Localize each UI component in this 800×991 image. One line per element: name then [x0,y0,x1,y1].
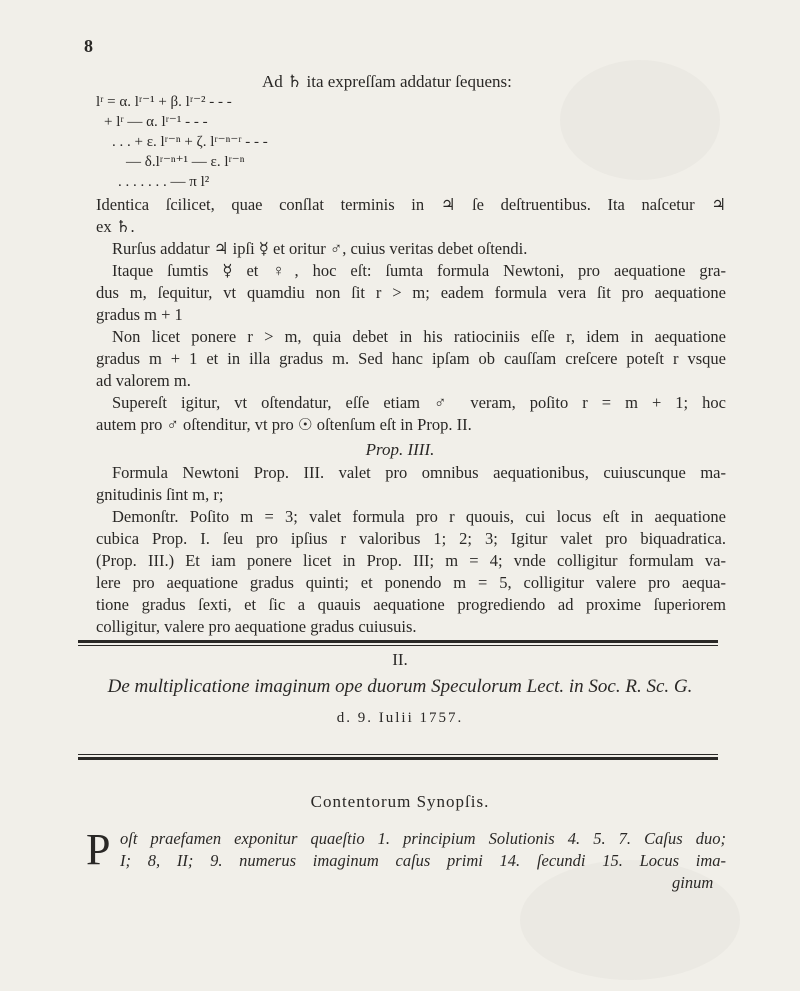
prop-line: lere pro aequatione gradus quinti; et ponendo m = 5, colligitur valere pro aequa- [96,573,726,592]
paper-stain [560,60,720,180]
contents-line: ginum [672,873,714,892]
body-line: gradus m + 1 [96,305,183,324]
drop-cap: P [86,825,111,874]
contents-line: oſt praefamen exponitur quaeſtio 1. principium Solutionis 4. 5. 7. Caſus duo; [120,829,726,848]
intro-lead: Ad ♄ ita expreſſam addatur ſequens: [262,72,512,91]
page-number: 8 [84,36,93,56]
body-line: Rurſus addatur ♃ ipſi ☿ et oritur ♂, cuius veritas debet oſtendi. [112,239,528,258]
body-line: dus m, ſequitur, vt quamdiu non ſit r > m; eadem formula vera ſit pro aequatione [96,283,726,302]
prop-heading: Prop. IIII. [365,440,435,459]
section-rule-bottom [78,757,718,760]
section-rule-top-thin [78,645,718,646]
prop-line: Formula Newtoni Prop. III. valet pro omnibus aequationibus, cuiuscunque ma- [112,463,726,482]
prop-line: (Prop. III.) Et iam ponere licet in Prop. III; m = 4; vnde colligitur formulam va- [96,551,726,570]
section-rule-bottom-thin [78,754,718,755]
equation-line-2: + lʳ — α. lʳ⁻¹ - - - [104,114,208,130]
body-line: ex ♄. [96,217,135,236]
body-line: ad valorem m. [96,371,191,390]
body-line: autem pro ♂ oſtenditur, vt pro ☉ oſtenſum eſt in Prop. II. [96,415,472,434]
equation-line-3: . . . + ε. lʳ⁻ⁿ + ζ. lʳ⁻ⁿ⁻ʳ - - - [112,134,268,150]
contents-line: I; 8, II; 9. numerus imaginum caſus primi 14. ſecundi 15. Locus ima- [120,851,726,870]
section-rule-top [78,640,718,643]
section-date: d. 9. Iulii 1757. [336,710,464,726]
body-line: Identica ſcilicet, quae conſlat terminis in ♃ ſe deſtruentibus. Ita naſcetur ♃ [96,195,726,214]
equation-line-4: — δ.lʳ⁻ⁿ⁺¹ — ε. lʳ⁻ⁿ [126,154,245,170]
body-line: Itaque ſumtis ☿ et ♀, hoc eſt: ſumta formula Newtoni, pro aequatione gra- [112,261,726,280]
prop-line: cubica Prop. I. ſeu pro ipſius r valoribus 1; 2; 3; Igitur valet pro biquadratica. [96,529,726,548]
body-line: Non licet ponere r > m, quia debet in his ratiociniis eſſe r, idem in aequatione [112,327,726,346]
prop-line: colligitur, valere pro aequatione gradus cuiusuis. [96,617,417,636]
equation-line-1: lʳ = α. lʳ⁻¹ + β. lʳ⁻² - - - [96,94,232,110]
body-line: gradus m + 1 et in illa gradus m. Sed hanc ipſam ob cauſſam creſcere poteſt r vsque [96,349,726,368]
equation-line-5: . . . . . . . — π l² [118,174,210,190]
prop-line: gnitudinis ſint m, r; [96,485,224,504]
body-line: Supereſt igitur, vt oſtendatur, eſſe etiam ♂ veram, poſito r = m + 1; hoc [112,393,726,412]
section-title: De multiplicatione imaginum ope duorum Speculorum Lect. in Soc. R. Sc. G. [107,676,693,697]
prop-line: Demonſtr. Poſito m = 3; valet formula pro r quouis, cui locus eſt in aequatione [112,507,726,526]
prop-line: tione gradus ſexti, et ſic a quauis aequatione progrediendo ad proxime ſuperiorem [96,595,726,614]
section-numeral: II. [392,650,408,669]
contents-heading: Contentorum Synopſis. [310,792,490,811]
